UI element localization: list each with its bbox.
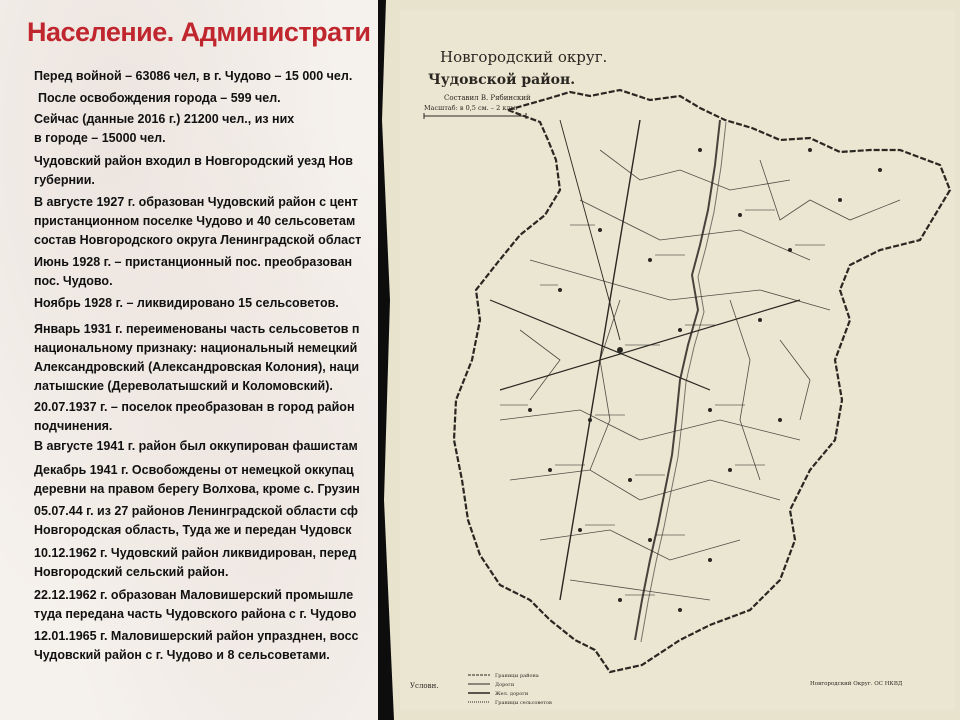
paragraph-line: Июнь 1928 г. – пристанционный пос. преобразован [34, 255, 353, 269]
paragraph-line: национальному признаку: национальный немецкий [34, 341, 358, 355]
paragraph-line: Ноябрь 1928 г. – ликвидировано 15 сельсоветов. [34, 296, 339, 310]
map-scale: Масштаб: в 0,5 см. – 2 клм. [424, 104, 518, 112]
history-paragraph [38, 89, 380, 108]
paragraph-line: 10.12.1962 г. Чудовский район ликвидирован, перед [34, 546, 357, 560]
history-paragraph [34, 586, 380, 624]
paragraph-line: Александровский (Александровская Колония), наци [34, 360, 360, 374]
map-footer: Новгородский Округ. ОС НКВД [810, 681, 903, 687]
map-panel [378, 0, 960, 720]
svg-text:Границы сельсоветов: Границы сельсоветов [495, 700, 552, 706]
svg-text:Дороги: Дороги [495, 682, 515, 688]
paragraph-line: Новгородский сельский район. [34, 565, 229, 579]
text-column [0, 62, 380, 672]
history-paragraph [34, 544, 380, 582]
paragraph-line: 05.07.44 г. из 27 районов Ленинградской области сф [34, 504, 358, 518]
paragraph-line: пос. Чудово. [34, 274, 113, 288]
history-paragraph [34, 627, 380, 665]
paragraph-line: губернии. [34, 173, 95, 187]
map-legend-title: Условн. [410, 682, 439, 690]
map-title-line2: Чудовской район. [428, 72, 576, 88]
paragraph-line: 20.07.1937 г. – поселок преобразован в город район [34, 400, 355, 414]
paragraph-line: 22.12.1962 г. образован Маловишерский промышле [34, 588, 354, 602]
paragraph-line: Перед войной – 63086 чел, в г. Чудово – 15 000 чел. [34, 69, 353, 83]
svg-text:Жел. дороги: Жел. дороги [495, 691, 529, 697]
history-paragraph [34, 253, 380, 291]
paragraph-line: туда передана часть Чудовского района с г. Чудово [34, 607, 357, 621]
history-paragraph [34, 398, 380, 436]
history-paragraph [34, 67, 380, 86]
district-map [380, 0, 960, 720]
map-title-line1: Новгородский округ. [440, 48, 608, 66]
history-paragraph [34, 320, 380, 396]
svg-text:Границы района: Границы района [495, 673, 539, 679]
paragraph-line: Новгородская область, Туда же и передан Чудовск [34, 523, 352, 537]
history-paragraph [34, 461, 380, 499]
history-paragraph [34, 502, 380, 540]
paragraph-line: подчинения. [34, 419, 113, 433]
history-paragraph [34, 152, 380, 190]
paragraph-line: в городе – 15000 чел. [34, 131, 166, 145]
paragraph-line: Январь 1931 г. переименованы часть сельсоветов п [34, 322, 360, 336]
history-paragraph [34, 294, 380, 313]
paragraph-line: деревни на правом берегу Волхова, кроме с. Грузин [34, 482, 360, 496]
paragraph-line: Чудовский район входил в Новгородский уезд Нов [34, 154, 353, 168]
history-paragraph [34, 437, 380, 456]
paragraph-line: В августе 1941 г. район был оккупирован фашистам [34, 439, 358, 453]
paragraph-line: Сейчас (данные 2016 г.) 21200 чел., из них [34, 112, 295, 126]
slide-title: Население. Администрати [27, 17, 371, 47]
history-paragraph [34, 110, 380, 148]
paragraph-line: Чудовский район с г. Чудово и 8 сельсоветами. [34, 648, 330, 662]
map-subtitle: Составил В. Рябинский [444, 94, 531, 102]
paragraph-line: состав Новгородского округа Ленинградской област [34, 233, 362, 247]
paragraph-line: пристанционном поселке Чудово и 40 сельсоветам [34, 214, 356, 228]
paragraph-line: Декабрь 1941 г. Освобождены от немецкой оккупац [34, 463, 354, 477]
paragraph-line: В августе 1927 г. образован Чудовский район с цент [34, 195, 358, 209]
paragraph-line: После освобождения города – 599 чел. [38, 91, 281, 105]
paragraph-line: латышские (Дереволатышский и Коломовский). [34, 379, 333, 393]
history-paragraph [34, 193, 380, 250]
paragraph-line: 12.01.1965 г. Маловишерский район упразднен, восс [34, 629, 359, 643]
